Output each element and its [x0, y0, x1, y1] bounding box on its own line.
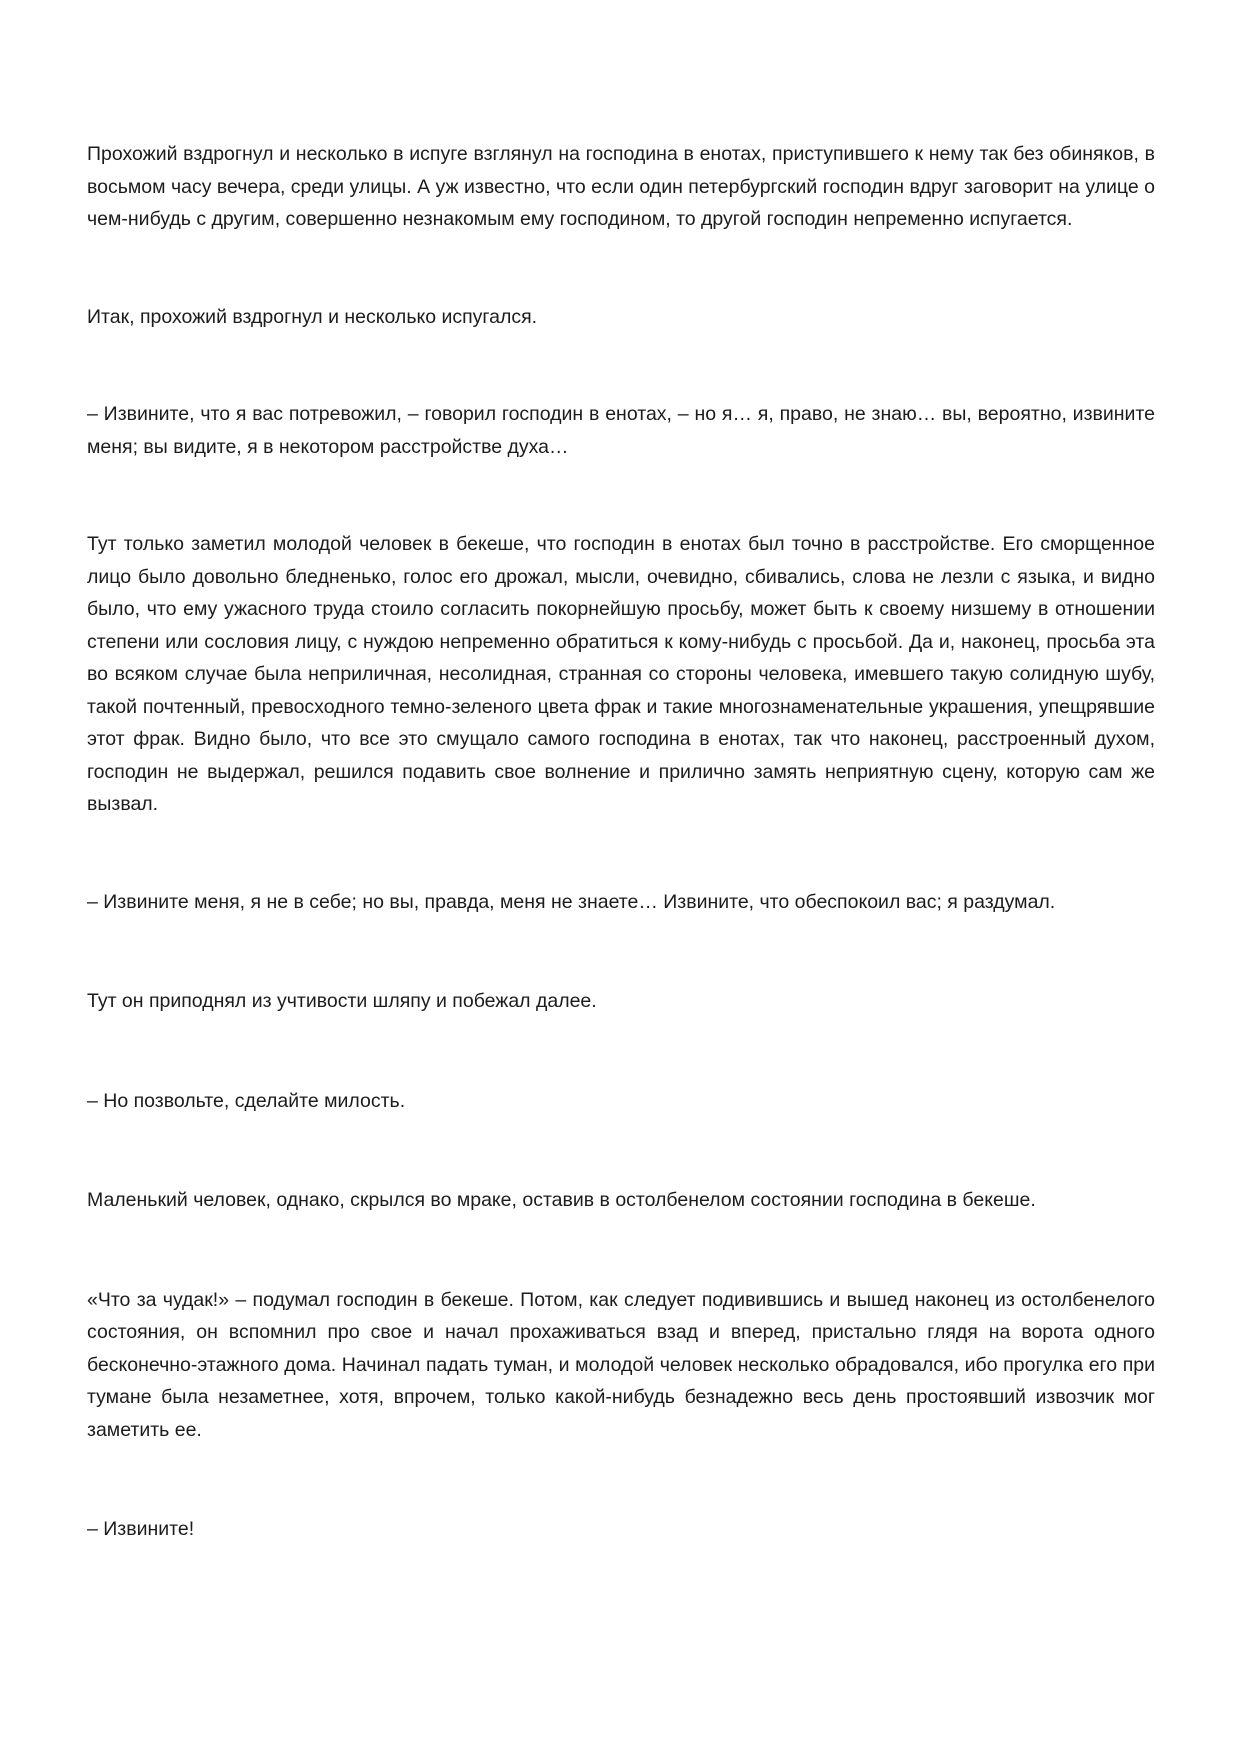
paragraph-10: – Извините! [87, 1518, 195, 1540]
paragraph-8: Маленький человек, однако, скрылся во мраке, оставив в остолбенелом состоянии господина в бекеше. [87, 1189, 1036, 1211]
document-page [87, 138, 1155, 1546]
paragraph-7: – Но позвольте, сделайте милость. [87, 1089, 406, 1112]
paragraph-9: «Что за чудак!» – подумал господин в бекеше. Потом, как следует подивившись и вышед наконец из остолбенелого состояния, он вспомнил про свое и начал прохаживаться взад и вперед, пристально глядя на ворота одного бесконечно-этажного дома. Начинал падать туман, и молодой человек несколько обрадовался, ибо прогулка его при тумане была незаметнее, хотя, впрочем, только какой-нибудь безнадежно весь день простоявший извозчик мог заметить ее. [87, 1288, 1155, 1441]
paragraph-5: – Извините меня, я не в себе; но вы, правда, меня не знаете… Извините, что обеспокоил вас; я раздумал. [87, 890, 1056, 913]
paragraph-4: Тут только заметил молодой человек в бекеше, что господин в енотах был точно в расстройстве. Его сморщенное лицо было довольно бледненько, голос его дрожал, мысли, очевидно, сбивались, слова не лезли с языка, и видно было, что ему ужасного труда стоило согласить покорнейшую просьбу, может быть к своему низшему в отношении степени или сословия лицу, с нуждою непременно обратиться к кому-нибудь с просьбой. Да и, наконец, просьба эта во всяком случае была неприличная, несолидная, странная со стороны человека, имевшего такую солидную шубу, такой почтенный, превосходного темно-зеленого цвета фрак и такие многознаменательные украшения, упещрявшие этот фрак. Видно было, что все это смущало самого господина в енотах, так что наконец, расстроенный духом, господин не выдержал, решился подавить свое волнение и прилично замять неприятную сцену, которую сам же вызвал. [87, 533, 1155, 815]
paragraph-3: – Извините, что я вас потревожил, – говорил господин в енотах, – но я… я, право, не знаю… вы, вероятно, извините меня; вы видите, я в некотором расстройстве духа… [87, 403, 1155, 458]
paragraph-2: Итак, прохожий вздрогнул и несколько испугался. [87, 305, 538, 328]
paragraph-1: Прохожий вздрогнул и несколько в испуге взглянул на господина в енотах, приступившего к нему так без обиняков, в восьмом часу вечера, среди улицы. А уж известно, что если один петербургский господин вдруг заговорит на улице о чем-нибудь с другим, совершенно незнакомым ему господином, то другой господин непременно испугается. [87, 143, 1155, 230]
paragraph-6: Тут он приподнял из учтивости шляпу и побежал далее. [87, 990, 597, 1012]
